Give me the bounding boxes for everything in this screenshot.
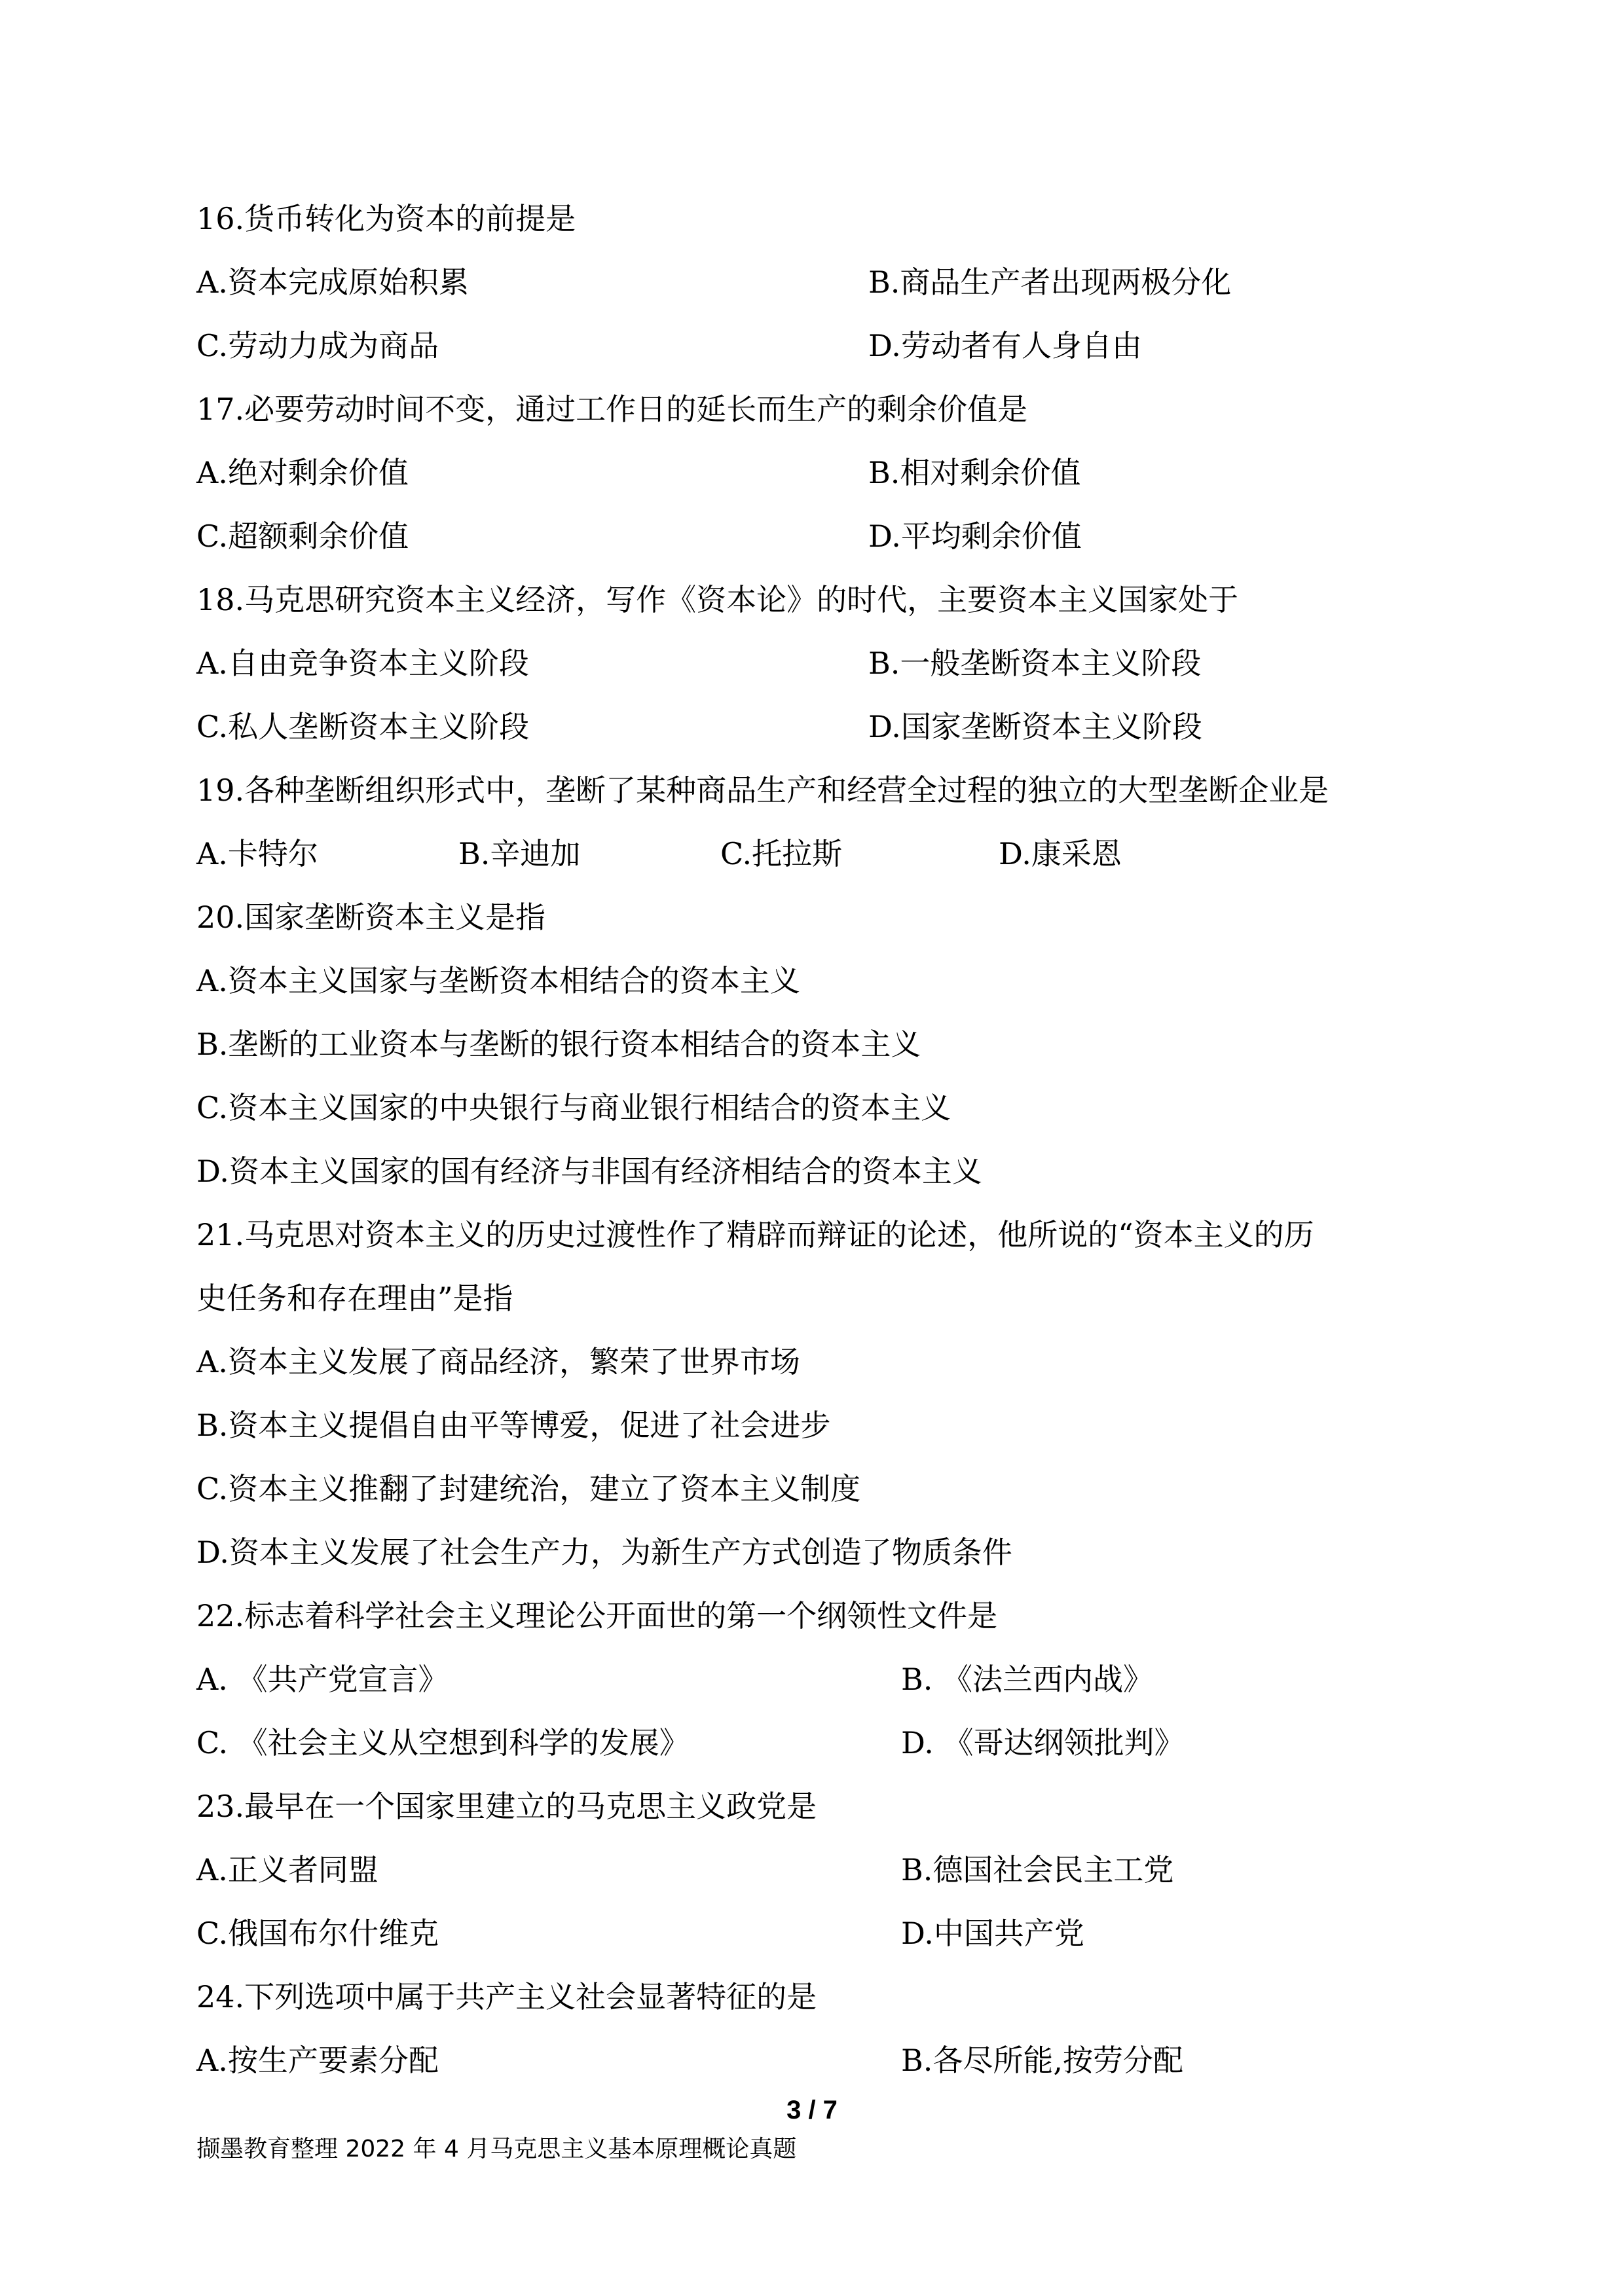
q24-option-a: A.按生产要素分配 [196, 2043, 439, 2078]
q23-option-d: D.中国共产党 [901, 1916, 1084, 1951]
q23-option-c: C.俄国布尔什维克 [196, 1916, 439, 1951]
page-footer: 撷墨教育整理 2022 年 4 月马克思主义基本原理概论真题 [196, 2136, 797, 2162]
q17-stem: 17.必要劳动时间不变，通过工作日的延长而生产的剩余价值是 [196, 392, 1028, 427]
q16-stem: 16.货币转化为资本的前提是 [196, 201, 576, 236]
q17-option-d: D.平均剩余价值 [868, 519, 1082, 554]
q21-option-a: A.资本主义发展了商品经济，繁荣了世界市场 [196, 1344, 800, 1379]
q19-option-b: B.辛迪加 [458, 836, 581, 871]
q23-option-b: B.德国社会民主工党 [901, 1852, 1174, 1887]
q20-stem: 20.国家垄断资本主义是指 [196, 900, 546, 935]
q18-option-b: B.一般垄断资本主义阶段 [868, 646, 1202, 681]
q18-option-a: A.自由竞争资本主义阶段 [196, 646, 529, 681]
q16-option-b: B.商品生产者出现两极分化 [868, 264, 1232, 300]
q22-option-b: B. 《法兰西内战》 [901, 1662, 1154, 1697]
q19-stem: 19.各种垄断组织形式中，垄断了某种商品生产和经营全过程的独立的大型垄断企业是 [196, 773, 1329, 808]
q20-option-b: B.垄断的工业资本与垄断的银行资本相结合的资本主义 [196, 1027, 921, 1062]
q21-stem-line-1: 21.马克思对资本主义的历史过渡性作了精辟而辩证的论述，他所说的“资本主义的历 [196, 1217, 1314, 1252]
q21-option-c: C.资本主义推翻了封建统治，建立了资本主义制度 [196, 1471, 861, 1506]
q16-option-c: C.劳动力成为商品 [196, 328, 439, 363]
q23-option-a: A.正义者同盟 [196, 1852, 378, 1887]
q19-option-c: C.托拉斯 [720, 836, 843, 871]
q22-option-a: A. 《共产党宣言》 [196, 1662, 449, 1697]
q16-option-d: D.劳动者有人身自由 [868, 328, 1142, 363]
q24-option-b: B.各尽所能,按劳分配 [901, 2043, 1184, 2078]
q21-stem-line-2: 史任务和存在理由”是指 [196, 1281, 513, 1316]
q21-option-b: B.资本主义提倡自由平等博爱，促进了社会进步 [196, 1408, 831, 1443]
q22-option-d: D. 《哥达纲领批判》 [901, 1725, 1185, 1760]
q18-option-c: C.私人垄断资本主义阶段 [196, 709, 530, 744]
q20-option-a: A.资本主义国家与垄断资本相结合的资本主义 [196, 963, 800, 998]
q19-option-a: A.卡特尔 [196, 836, 318, 871]
q22-stem: 22.标志着科学社会主义理论公开面世的第一个纲领性文件是 [196, 1598, 998, 1633]
q20-option-c: C.资本主义国家的中央银行与商业银行相结合的资本主义 [196, 1090, 951, 1125]
q18-stem: 18.马克思研究资本主义经济，写作《资本论》的时代，主要资本主义国家处于 [196, 582, 1239, 617]
q17-option-a: A.绝对剩余价值 [196, 455, 409, 490]
q23-stem: 23.最早在一个国家里建立的马克思主义政党是 [196, 1789, 817, 1824]
q16-option-a: A.资本完成原始积累 [196, 264, 469, 300]
q24-stem: 24.下列选项中属于共产主义社会显著特征的是 [196, 1979, 817, 2014]
q20-option-d: D.资本主义国家的国有经济与非国有经济相结合的资本主义 [196, 1154, 982, 1189]
q21-option-d: D.资本主义发展了社会生产力，为新生产方式创造了物质条件 [196, 1535, 1012, 1570]
q17-option-c: C.超额剩余价值 [196, 519, 409, 554]
q19-option-d: D.康采恩 [999, 836, 1122, 871]
page-number: 3 / 7 [786, 2096, 838, 2124]
q17-option-b: B.相对剩余价值 [868, 455, 1081, 490]
q22-option-c: C. 《社会主义从空想到科学的发展》 [196, 1725, 690, 1760]
q18-option-d: D.国家垄断资本主义阶段 [868, 709, 1202, 744]
